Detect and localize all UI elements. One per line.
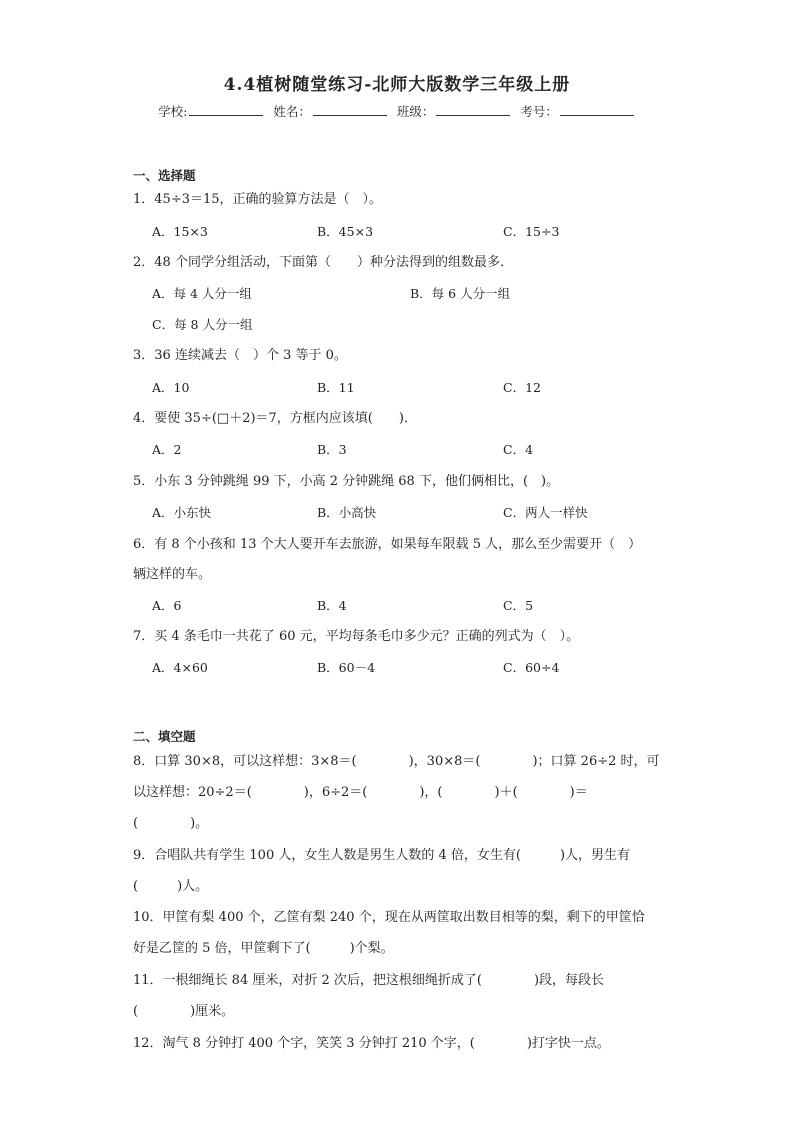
question-10-line-2: 好是乙筐的 5 倍，甲筐剩下了( )个梨。: [133, 941, 394, 956]
question-1-option-c[interactable]: C．15÷3: [503, 224, 560, 239]
section-fill-heading: 二、填空题: [133, 729, 196, 744]
question-6-option-c[interactable]: C．5: [503, 598, 534, 613]
question-1-option-a[interactable]: A．15×3: [152, 224, 208, 239]
question-1-stem: 1．45÷3＝15，正确的验算方法是（ ）。: [133, 192, 383, 207]
question-8-line-2: 以这样想：20÷2＝( )，6÷2＝( )，( )＋( )＝: [133, 785, 588, 800]
question-6-option-b[interactable]: B．4: [317, 598, 347, 613]
question-3-option-b[interactable]: B．11: [317, 380, 355, 395]
school-blank[interactable]: [189, 103, 263, 116]
question-5-stem: 5．小东 3 分钟跳绳 99 下，小高 2 分钟跳绳 68 下，他们俩相比，( )。: [133, 474, 560, 489]
question-7-stem: 7．买 4 条毛巾一共花了 60 元，平均每条毛巾多少元？正确的列式为（ ）。: [133, 629, 580, 644]
question-1-option-b[interactable]: B．45×3: [317, 224, 374, 239]
question-12-line-1: 12．淘气 8 分钟打 400 个字，笑笑 3 分钟打 210 个字，( )打字快一点。: [133, 1036, 610, 1051]
question-4-option-b[interactable]: B．3: [317, 442, 347, 457]
question-3-stem: 3．36 连续减去（ ）个 3 等于 0。: [133, 348, 347, 363]
question-2-option-b[interactable]: B．每 6 人分一组: [410, 286, 511, 301]
question-4-option-c[interactable]: C．4: [503, 442, 534, 457]
question-5-option-b[interactable]: B．小高快: [317, 505, 377, 520]
question-6-stem-line-1: 6．有 8 个小孩和 13 个大人要开车去旅游，如果每车限载 5 人，那么至少需要开（ ）: [133, 537, 642, 552]
question-10-line-1: 10．甲筐有梨 400 个，乙筐有梨 240 个，现在从两筐取出数目相等的梨，剩下的甲筐恰: [133, 910, 645, 925]
class-blank[interactable]: [436, 103, 510, 116]
name-blank[interactable]: [313, 103, 387, 116]
class-label: 班级：: [396, 104, 435, 119]
question-7-option-b[interactable]: B．60－4: [317, 660, 376, 675]
question-11-line-2: ( )厘米。: [133, 1004, 235, 1019]
question-8-line-3: ( )。: [133, 816, 209, 831]
exam-label: 考号：: [520, 104, 558, 119]
question-7-option-c[interactable]: C．60÷4: [503, 660, 560, 675]
question-5-option-a[interactable]: A．小东快: [152, 505, 212, 520]
student-info-row: [0, 102, 794, 120]
question-7-option-a[interactable]: A．4×60: [152, 660, 208, 675]
question-4-option-a[interactable]: A．2: [152, 442, 182, 457]
question-6-stem-line-2: 辆这样的车。: [133, 567, 212, 582]
question-2-option-c[interactable]: C．每 8 人分一组: [152, 317, 253, 332]
section-choice-heading: 一、选择题: [133, 168, 196, 183]
question-9-line-2: ( )人。: [133, 879, 209, 894]
question-6-option-a[interactable]: A．6: [152, 598, 182, 613]
school-label: 学校:: [158, 104, 188, 119]
question-3-option-c[interactable]: C．12: [503, 380, 541, 395]
question-5-option-c[interactable]: C．两人一样快: [503, 505, 588, 520]
page-title: 4.4植树随堂练习-北师大版数学三年级上册: [223, 75, 571, 95]
question-11-line-1: 11．一根细绳长 84 厘米，对折 2 次后，把这根细绳折成了( )段，每段长: [133, 973, 605, 988]
question-9-line-1: 9．合唱队共有学生 100 人，女生人数是男生人数的 4 倍，女生有( )人，男生有: [133, 848, 631, 863]
question-3-option-a[interactable]: A．10: [152, 380, 190, 395]
question-2-stem: 2．48 个同学分组活动，下面第（ ）种分法得到的组数最多．: [133, 255, 513, 270]
question-2-option-a[interactable]: A．每 4 人分一组: [152, 286, 252, 301]
question-8-line-1: 8．口算 30×8，可以这样想：3×8＝( )，30×8＝( )；口算 26÷2 时，可: [133, 754, 660, 769]
name-label: 姓名：: [273, 104, 311, 119]
question-4-stem: 4．要使 35÷(□＋2)＝7，方框内应该填( )．: [133, 411, 417, 426]
exam-blank[interactable]: [560, 103, 634, 116]
